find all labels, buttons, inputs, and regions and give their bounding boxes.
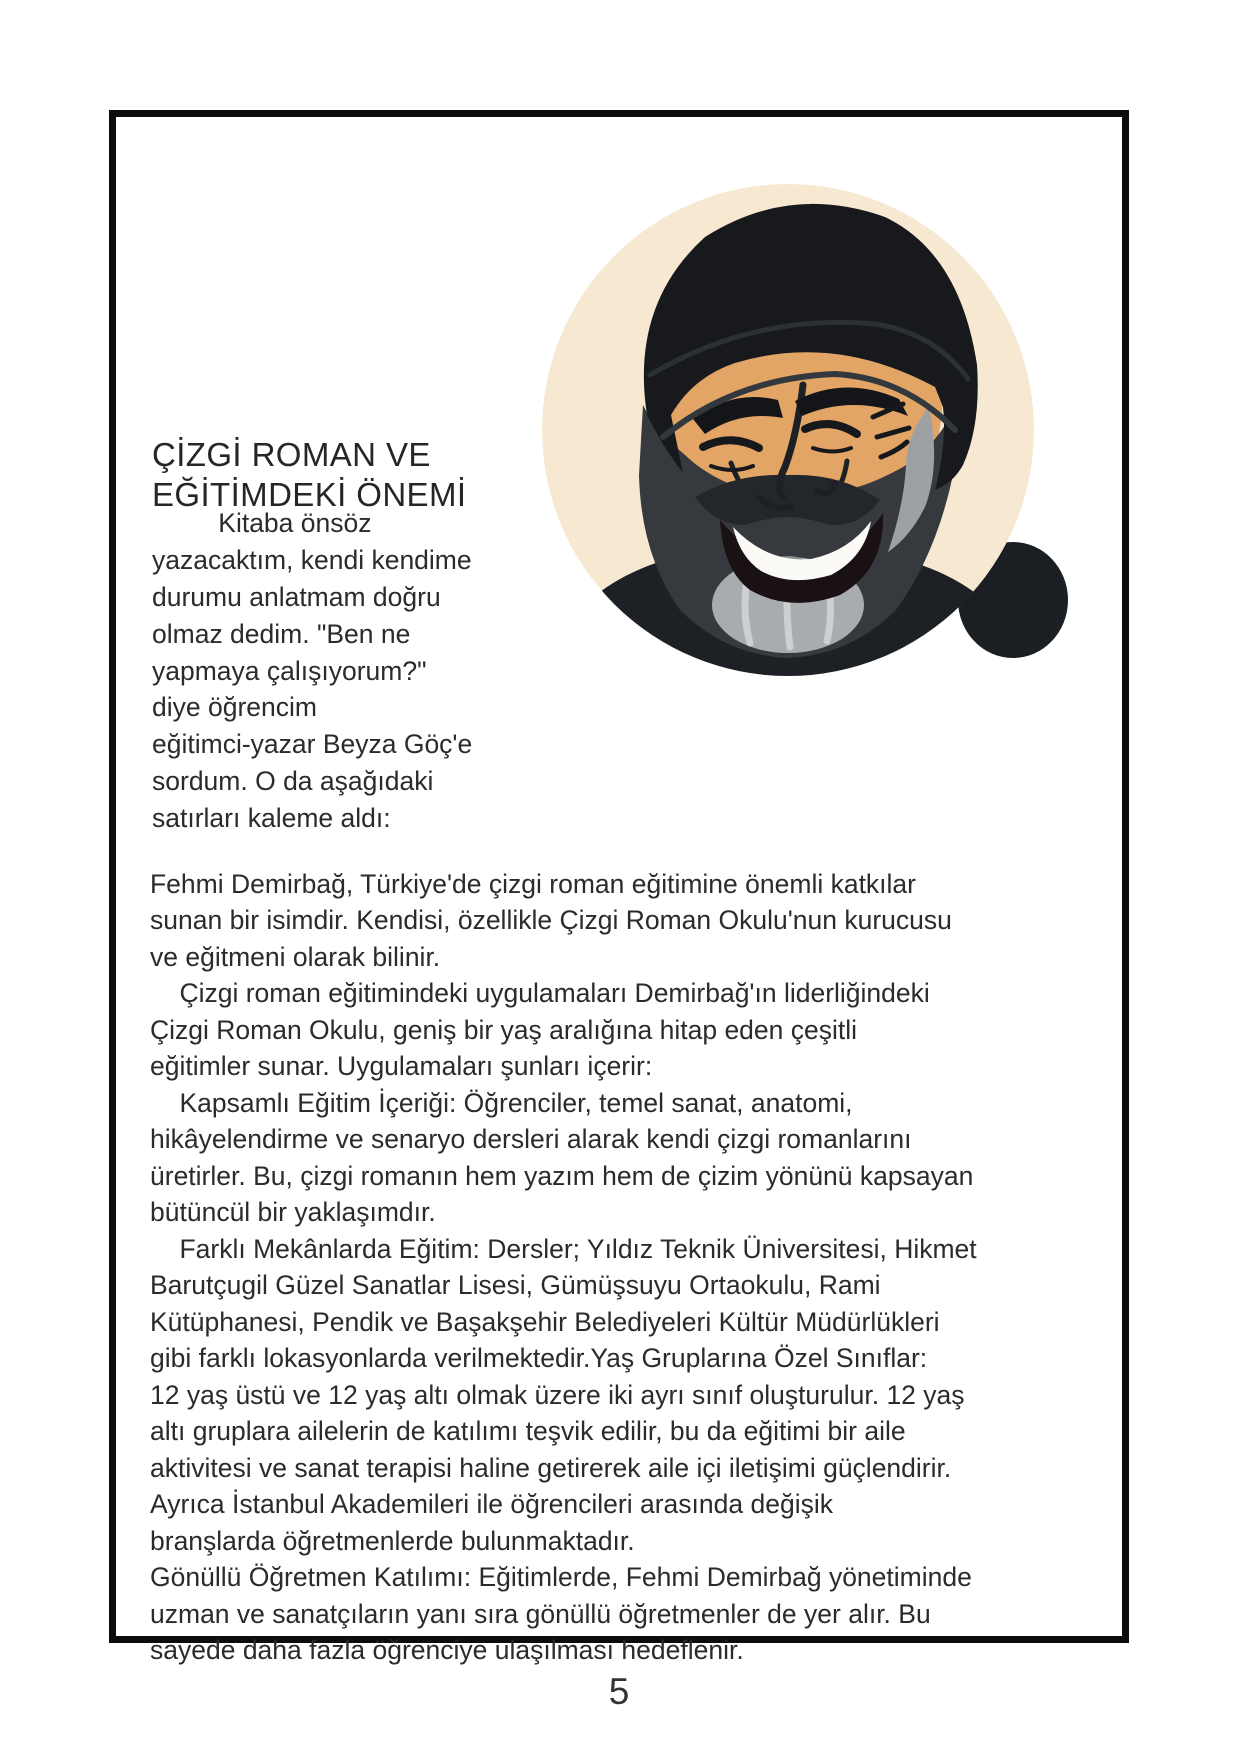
text-line: gibi farklı lokasyonlarda verilmektedir.Yaş Gruplarına Özel Sınıflar: — [150, 1343, 928, 1373]
text-line: Barutçugil Güzel Sanatlar Lisesi, Gümüşsuyu Ortaokulu, Rami — [150, 1270, 881, 1300]
text-line: 12 yaş üstü ve 12 yaş altı olmak üzere iki ayrı sınıf oluşturulur. 12 yaş — [150, 1379, 965, 1410]
text-line: eğitimci-yazar Beyza Göç'e — [152, 729, 473, 760]
text-line: Kitaba önsöz — [152, 508, 372, 539]
text-line: Fehmi Demirbağ, Türkiye'de çizgi roman eğitimine önemli katkılar — [150, 868, 916, 899]
text-line: Kütüphanesi, Pendik ve Başakşehir Belediyeleri Kültür Müdürlükleri — [150, 1306, 940, 1337]
text-line: Farklı Mekânlarda Eğitim: Dersler; Yıldız Teknik Üniversitesi, Hikmet — [150, 1233, 977, 1264]
text-line: eğitimler sunar. Uygulamaları şunları içerir: — [150, 1051, 653, 1081]
text-line: Kapsamlı Eğitim İçeriği: Öğrenciler, temel sanat, anatomi, — [150, 1087, 853, 1118]
text-line: satırları kaleme aldı: — [152, 802, 391, 833]
text-line: yapmaya çalışıyorum?" — [152, 655, 427, 686]
title-line: ÇİZGİ ROMAN VE — [152, 436, 431, 473]
body-paragraph — [150, 756, 977, 1669]
text-line: hikâyelendirme ve senaryo dersleri alarak kendi çizgi romanlarını — [150, 1124, 912, 1154]
text-line: diye öğrencim — [152, 692, 317, 723]
text-line: Gönüllü Öğretmen Katılımı: Eğitimlerde, Fehmi Demirbağ yönetiminde — [150, 1562, 972, 1592]
text-line: Çizgi Roman Okulu, geniş bir yaş aralığına hitap eden çeşitli — [150, 1014, 858, 1045]
portrait-illustration — [535, 175, 1080, 680]
text-line: sordum. O da aşağıdaki — [152, 765, 434, 796]
text-line: yazacaktım, kendi kendime — [152, 545, 472, 576]
title-line: EĞİTİMDEKİ ÖNEMİ — [152, 476, 467, 513]
text-line: altı gruplara ailelerin de katılımı teşvik edilir, bu da eğitimi bir aile — [150, 1416, 906, 1446]
text-line: sayede daha fazla öğrenciye ulaşılması hedeflenir. — [150, 1635, 744, 1665]
page-number: 5 — [608, 1671, 630, 1712]
text-line: uzman ve sanatçıların yanı sıra gönüllü öğretmenler de yer alır. Bu — [150, 1598, 931, 1629]
text-line: olmaz dedim. "Ben ne — [152, 618, 411, 649]
text-line: ve eğitmeni olarak bilinir. — [150, 941, 441, 972]
text-line: Ayrıca İstanbul Akademileri ile öğrencileri arasında değişik — [150, 1489, 833, 1519]
text-line: durumu anlatmam doğru — [152, 581, 441, 612]
text-line: sunan bir isimdir. Kendisi, özellikle Çizgi Roman Okulu'nun kurucusu — [150, 905, 952, 935]
text-line: üretirler. Bu, çizgi romanın hem yazım hem de çizim yönünü kapsayan — [150, 1160, 974, 1191]
text-line: bütüncül bir yaklaşımdır. — [150, 1197, 436, 1227]
text-line: aktivitesi ve sanat terapisi haline getirerek aile içi iletişimi güçlendirir. — [150, 1452, 952, 1483]
text-line: Çizgi roman eğitimindeki uygulamaları Demirbağ'ın liderliğindeki — [150, 978, 930, 1008]
text-line: branşlarda öğretmenlerde bulunmaktadır. — [150, 1525, 635, 1556]
